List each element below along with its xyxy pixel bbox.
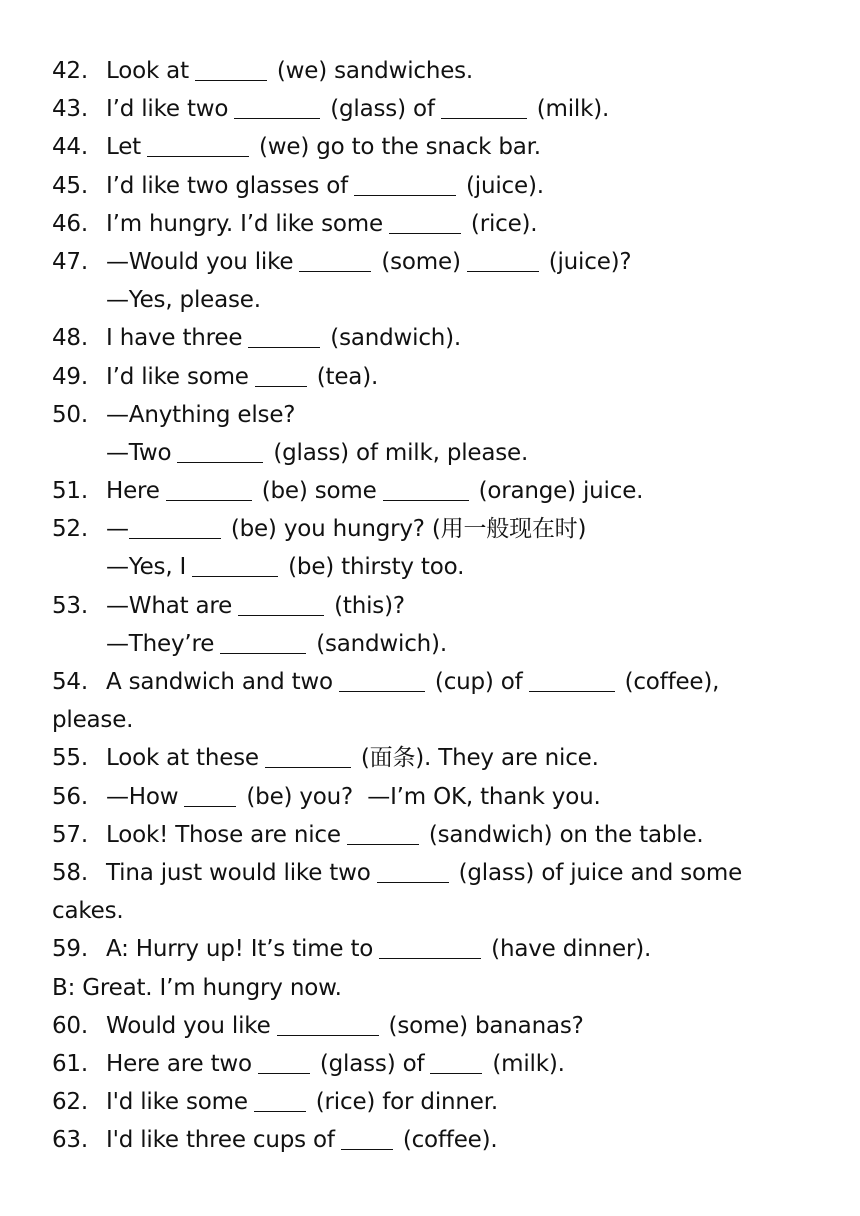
- question-text: (be) you hungry? (用一般现在时): [230, 516, 587, 543]
- question-46: [52, 205, 832, 243]
- question-49: [52, 358, 832, 396]
- question-text: Look! Those are nice: [106, 821, 341, 848]
- question-text: A: Hurry up! It’s time to: [106, 936, 374, 963]
- question-number: 43.: [52, 96, 88, 123]
- question-number: 60.: [52, 1012, 88, 1039]
- question-number: 63.: [52, 1127, 88, 1154]
- answer-blank[interactable]: [347, 822, 419, 845]
- question-54: [52, 663, 832, 701]
- question-52: [52, 510, 832, 548]
- answer-blank[interactable]: [277, 1013, 379, 1036]
- question-text: I’d like some: [106, 363, 249, 390]
- answer-blank[interactable]: [339, 669, 425, 692]
- question-number: 53.: [52, 592, 88, 619]
- question-text: (coffee),: [624, 669, 720, 695]
- answer-blank[interactable]: [441, 96, 527, 119]
- answer-blank[interactable]: [379, 936, 481, 959]
- question-56: [52, 778, 832, 816]
- question-number: 56.: [52, 783, 88, 810]
- question-text: —Yes, I: [106, 554, 187, 581]
- question-54-wrap: [52, 701, 832, 739]
- question-text: I'd like three cups of: [106, 1127, 335, 1154]
- answer-blank[interactable]: [129, 516, 221, 539]
- question-47-reply: [52, 281, 832, 319]
- answer-blank[interactable]: [529, 669, 615, 692]
- answer-blank[interactable]: [177, 440, 263, 463]
- question-57: [52, 816, 832, 854]
- question-text: (glass) of: [330, 96, 435, 123]
- question-55: [52, 739, 832, 777]
- question-text: (sandwich).: [330, 325, 462, 352]
- question-number: 46.: [52, 210, 88, 237]
- question-number: 52.: [52, 516, 88, 543]
- question-text: (coffee).: [402, 1127, 498, 1154]
- answer-blank[interactable]: [389, 211, 461, 234]
- question-text: I'd like some: [106, 1089, 248, 1116]
- question-text: —Two: [106, 439, 172, 466]
- question-number: 55.: [52, 745, 88, 772]
- answer-blank[interactable]: [254, 1089, 306, 1112]
- question-text: (rice) for dinner.: [315, 1089, 498, 1116]
- question-58-wrap: [52, 892, 832, 930]
- answer-blank[interactable]: [248, 325, 320, 348]
- question-44: [52, 128, 832, 166]
- question-text: (milk).: [536, 96, 610, 123]
- question-53: [52, 587, 832, 625]
- question-62: [52, 1083, 832, 1121]
- question-text: (have dinner).: [491, 936, 652, 963]
- question-text: (sandwich).: [316, 630, 447, 657]
- question-text: (orange) juice.: [478, 478, 644, 505]
- answer-blank[interactable]: [265, 745, 351, 768]
- question-number: 47.: [52, 248, 88, 275]
- question-text: (some): [381, 248, 461, 275]
- question-53-reply: [52, 625, 832, 663]
- question-text: I’m hungry. I’d like some: [106, 210, 383, 237]
- question-text: (be) thirsty too.: [288, 554, 465, 581]
- question-text: (glass) of: [319, 1050, 425, 1077]
- worksheet: [52, 52, 832, 1159]
- question-text: I have three: [106, 325, 243, 352]
- question-text: (we) sandwiches.: [276, 58, 474, 84]
- question-60: [52, 1007, 832, 1045]
- question-text: (juice)?: [548, 248, 632, 275]
- question-text: (some) bananas?: [388, 1012, 584, 1039]
- question-number: 42.: [52, 58, 88, 84]
- question-text: I’d like two glasses of: [106, 172, 349, 199]
- question-text: B: Great. I’m hungry now.: [52, 974, 342, 1001]
- answer-blank[interactable]: [184, 784, 236, 807]
- question-number: 62.: [52, 1089, 88, 1116]
- question-number: 50.: [52, 401, 88, 428]
- answer-blank[interactable]: [192, 554, 278, 577]
- question-text: Let: [106, 134, 141, 161]
- answer-blank[interactable]: [383, 478, 469, 501]
- answer-blank[interactable]: [255, 364, 307, 387]
- answer-blank[interactable]: [377, 860, 449, 883]
- answer-blank[interactable]: [234, 96, 320, 119]
- question-63: [52, 1121, 832, 1159]
- question-text: —Anything else?: [106, 401, 296, 428]
- question-59: [52, 930, 832, 968]
- question-text: (glass) of juice and some: [458, 859, 743, 886]
- question-number: 44.: [52, 134, 88, 161]
- answer-blank[interactable]: [147, 134, 249, 157]
- question-text: —How: [106, 783, 179, 810]
- answer-blank[interactable]: [299, 249, 371, 272]
- question-text: A sandwich and two: [106, 669, 333, 695]
- question-number: 61.: [52, 1050, 88, 1077]
- question-text: Look at: [106, 58, 189, 84]
- question-48: [52, 319, 832, 357]
- answer-blank[interactable]: [166, 478, 252, 501]
- question-text: (tea).: [316, 363, 379, 390]
- question-number: 45.: [52, 172, 88, 199]
- answer-blank[interactable]: [430, 1051, 482, 1074]
- question-43: [52, 90, 832, 128]
- question-61: [52, 1045, 832, 1083]
- question-text: Would you like: [106, 1012, 271, 1039]
- question-text: —They’re: [106, 630, 215, 657]
- question-text: (milk).: [492, 1050, 565, 1077]
- question-52-reply: [52, 548, 832, 586]
- question-text: Here are two: [106, 1050, 252, 1077]
- question-47: [52, 243, 832, 281]
- question-text: (rice).: [470, 210, 538, 237]
- question-text: —Would you like: [106, 248, 294, 275]
- answer-blank[interactable]: [258, 1051, 310, 1074]
- question-text: (juice).: [466, 172, 544, 199]
- answer-blank[interactable]: [195, 58, 267, 81]
- question-text: Here: [106, 478, 160, 505]
- question-text: (be) you? —I’m OK, thank you.: [246, 783, 601, 810]
- answer-blank[interactable]: [220, 631, 306, 654]
- question-45: [52, 167, 832, 205]
- question-text: —Yes, please.: [106, 287, 261, 314]
- question-58: [52, 854, 832, 892]
- question-text: (cup) of: [434, 669, 523, 695]
- question-number: 48.: [52, 325, 88, 352]
- answer-blank[interactable]: [341, 1127, 393, 1150]
- question-42: [52, 52, 832, 90]
- answer-blank[interactable]: [354, 173, 456, 196]
- question-text: —: [106, 516, 129, 543]
- answer-blank[interactable]: [238, 593, 324, 616]
- question-text: I’d like two: [106, 96, 229, 123]
- question-number: 59.: [52, 936, 88, 963]
- question-number: 54.: [52, 669, 88, 695]
- question-text: please.: [52, 707, 134, 734]
- question-50: [52, 396, 832, 434]
- question-text: (be) some: [261, 478, 377, 505]
- question-51: [52, 472, 832, 510]
- question-number: 58.: [52, 859, 88, 886]
- question-number: 49.: [52, 363, 88, 390]
- question-text: Look at these: [106, 745, 259, 772]
- question-text: (sandwich) on the table.: [428, 821, 704, 848]
- question-number: 57.: [52, 821, 88, 848]
- question-text: —What are: [106, 592, 233, 619]
- question-50-reply: [52, 434, 832, 472]
- question-text: (glass) of milk, please.: [273, 439, 529, 466]
- question-text: Tina just would like two: [106, 859, 371, 886]
- question-text: (this)?: [334, 592, 405, 619]
- question-text: cakes.: [52, 898, 124, 925]
- answer-blank[interactable]: [467, 249, 539, 272]
- question-text: (we) go to the snack bar.: [258, 134, 541, 161]
- question-text: (面条). They are nice.: [360, 745, 599, 772]
- question-59-reply: [52, 969, 832, 1007]
- question-number: 51.: [52, 478, 88, 505]
